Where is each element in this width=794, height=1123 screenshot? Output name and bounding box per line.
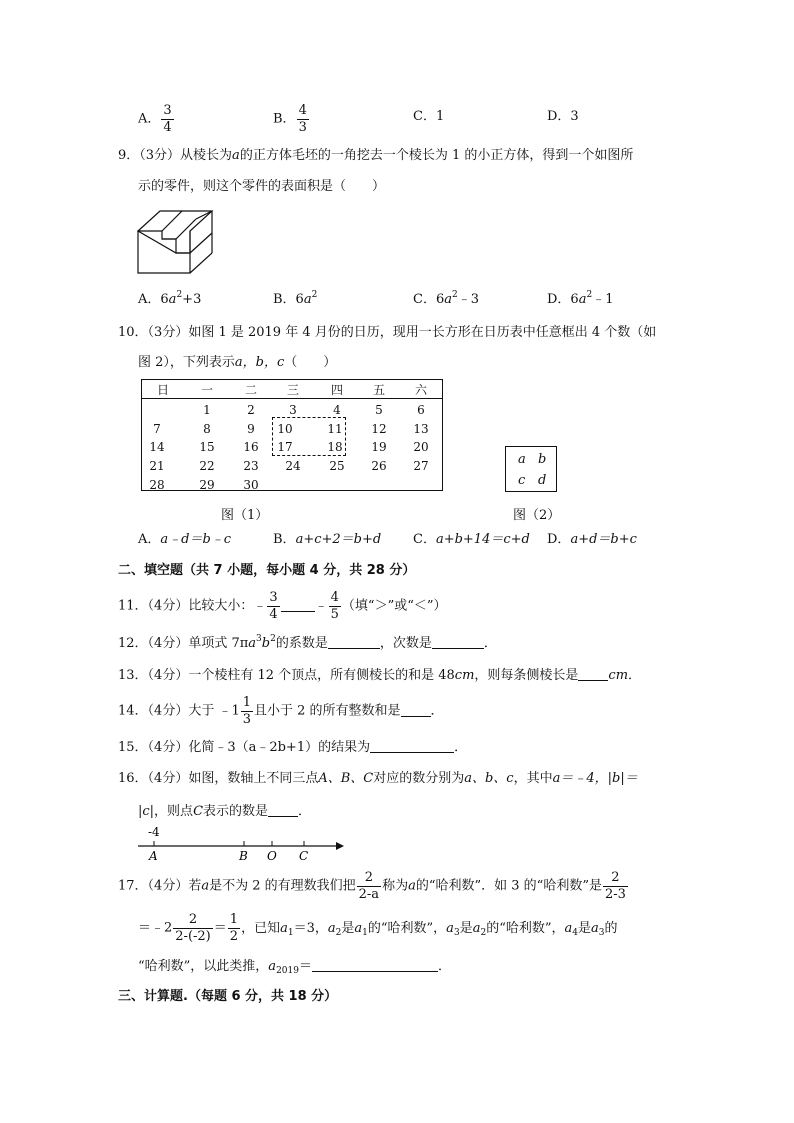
fig2-cell-d: d [538, 473, 547, 488]
q15: 15．（4分）化简﹣3（a﹣2b+1）的结果为 ． [118, 740, 468, 755]
q10-line2 [138, 356, 336, 369]
calendar-day: 16 [243, 440, 259, 454]
q13: 13．（4分）一个棱柱有 12 个顶点，所有侧棱长的和是 48cm，则每条侧棱长是 cm． [118, 668, 642, 683]
q9-line2: 示的零件，则这个零件的表面积是（ ） [138, 179, 386, 194]
calendar-day: 11 [327, 422, 343, 436]
calendar-header-1: 一 [200, 383, 213, 397]
fig2-box [505, 446, 557, 492]
q14: 14．（4分）大于 ﹣1 $\frac{1}{3}$ 且小于 2 的所有整数和是 ． [118, 695, 444, 727]
calendar-header-rule [142, 398, 442, 399]
calendar-day: 18 [327, 440, 343, 454]
point-label-b: B [239, 849, 248, 863]
q17-blank[interactable] [312, 960, 438, 972]
calendar-header-0: 日 [156, 383, 169, 397]
q10-option-b: B．a+c+2＝b+d [273, 532, 382, 547]
q8-option-b-num: 4 [298, 103, 307, 118]
calendar-day: 21 [149, 459, 165, 473]
calendar-day: 14 [149, 440, 165, 454]
q10-line1: 10．（3分）如图 1 是 2019 年 4 月份的日历，现用一长方形在日历表中任意框出 4 个数（如 [118, 325, 657, 340]
q12-blank-degree[interactable] [432, 637, 484, 649]
q9-option-a: A．$6a^2+3$ [138, 290, 202, 307]
calendar-day: 29 [199, 478, 215, 492]
calendar-day: 28 [149, 478, 165, 492]
q9-line1-b: 的正方体毛坯的一角挖去一个棱长为 1 的小正方体，得到一个如图所 [239, 148, 634, 163]
calendar-day: 12 [371, 422, 387, 436]
q16-line2: |c|，则点C表示的数是 ． [138, 804, 312, 819]
calendar-header-2: 二 [244, 383, 257, 397]
calendar-day: 20 [413, 440, 429, 454]
calendar-day: 3 [289, 403, 297, 417]
cube-front-face [138, 231, 190, 273]
q12: 12．（4分）单项式 $7\pi a^3b^2$的系数是 ，次数是 ． [118, 634, 497, 651]
calendar-day: 17 [277, 440, 293, 454]
q8-option-c: C．1 [413, 109, 445, 124]
calendar-day: 2 [247, 403, 255, 417]
q16-number-line [136, 824, 348, 864]
calendar-header-6: 六 [414, 383, 427, 397]
fig1-caption: 图（1） [221, 508, 269, 523]
calendar-day: 26 [371, 459, 387, 473]
q15-blank[interactable] [370, 741, 454, 753]
q17-line3: “哈利数”，以此类推，$a_{2019}=$ ． [138, 959, 451, 976]
calendar-day: 10 [277, 422, 293, 436]
q8-option-a-label: A． [138, 111, 161, 127]
calendar-day: 27 [413, 459, 429, 473]
calendar-day: 24 [285, 459, 301, 473]
calendar-day: 30 [243, 478, 259, 492]
fig2-cell-b: b [538, 452, 547, 467]
calendar-header-3: 三 [286, 383, 299, 397]
q10-line2-a: 图 2），下列表示 [138, 355, 235, 370]
calendar-header-4: 四 [330, 383, 343, 397]
q8-option-b-label: B． [273, 111, 296, 127]
q10-option-c: C．a+b+14＝c+d [413, 532, 530, 547]
q9-line1 [118, 149, 633, 162]
q9-option-b: B．$6a^2$ [273, 290, 318, 307]
q8-option-a-num: 3 [163, 103, 172, 118]
fig2-cell-a: a [518, 452, 526, 467]
calendar-header-5: 五 [372, 383, 385, 397]
q16-line1: 16．（4分）如图，数轴上不同三点A、B、C对应的数分别为a、b、c，其中a＝﹣4，|b|＝ [118, 771, 638, 786]
q17-line2: ＝﹣2 $\frac{2}{2-(-2)}$ ＝ $\frac{1}{2}$ ，已知$a_1=3$，$a_2$是$a_1$的“哈利数”，$a_3$是$a_2$的“哈利数”，$a_4$是$a_3$的 [138, 912, 618, 944]
fig2-cell-c: c [518, 473, 526, 488]
calendar-day: 8 [203, 422, 211, 436]
calendar-day: 15 [199, 440, 215, 454]
q9-option-d: D．$6a^2﹣1$ [547, 290, 614, 307]
q13-blank[interactable] [578, 669, 608, 681]
q8-option-a-fraction [161, 104, 173, 134]
point-label-c: C [299, 849, 309, 863]
point-label-a: A [149, 849, 158, 863]
q14-blank[interactable] [401, 705, 431, 717]
calendar-day: 1 [203, 403, 211, 417]
tick-label-minus4: -4 [148, 825, 160, 839]
number-line-arrow-icon [336, 842, 344, 850]
point-label-o: O [267, 849, 277, 863]
calendar-day: 4 [333, 403, 341, 417]
calendar-figure [141, 379, 443, 491]
q8-option-a [138, 104, 175, 134]
calendar-day: 9 [247, 422, 255, 436]
q10-option-a: A．a﹣d＝b﹣c [138, 532, 232, 547]
q9-line1-a: 9．（3分）从棱长为 [118, 148, 233, 163]
q8-option-b [273, 104, 310, 134]
q11: 11．（4分）比较大小：﹣ $\frac{3}{4}$ ﹣ $\frac{4}{5}$ （填“＞”或“＜”） [118, 590, 447, 622]
q10-line2-b: a，b，c [234, 355, 285, 370]
section2-heading: 二、填空题（共 7 小题，每小题 4 分，共 28 分） [118, 563, 416, 578]
calendar-day: 7 [153, 422, 161, 436]
q9-option-c: C．$6a^2﹣3$ [413, 290, 479, 307]
fig2-caption: 图（2） [513, 508, 561, 523]
q17-line1: 17．（4分）若a是不为 2 的有理数我们把 $\frac{2}{2-a}$ 称为a的“哈利数”．如 3 的“哈利数”是 $\frac{2}{2-3}$ [118, 870, 626, 902]
q8-option-b-fraction [297, 104, 309, 134]
q12-blank-coefficient[interactable] [328, 637, 380, 649]
q11-blank[interactable] [281, 600, 315, 612]
calendar-day: 13 [413, 422, 429, 436]
calendar-day: 19 [371, 440, 387, 454]
q8-option-a-den: 4 [163, 119, 172, 135]
q8-option-d: D．3 [547, 109, 579, 124]
q10-option-d: D．a+d＝b+c [547, 532, 637, 547]
q10-line2-c: （ ） [284, 355, 337, 370]
q8-option-b-den: 3 [298, 119, 307, 135]
section3-heading: 三、计算题.（每题 6 分，共 18 分） [118, 989, 338, 1004]
q9-cube-figure [136, 209, 216, 275]
calendar-day: 5 [375, 403, 383, 417]
calendar-day: 25 [329, 459, 345, 473]
q9-var: a [232, 148, 240, 163]
calendar-day: 23 [243, 459, 259, 473]
calendar-day: 22 [199, 459, 215, 473]
calendar-day: 6 [417, 403, 425, 417]
q16-blank[interactable] [268, 805, 298, 817]
